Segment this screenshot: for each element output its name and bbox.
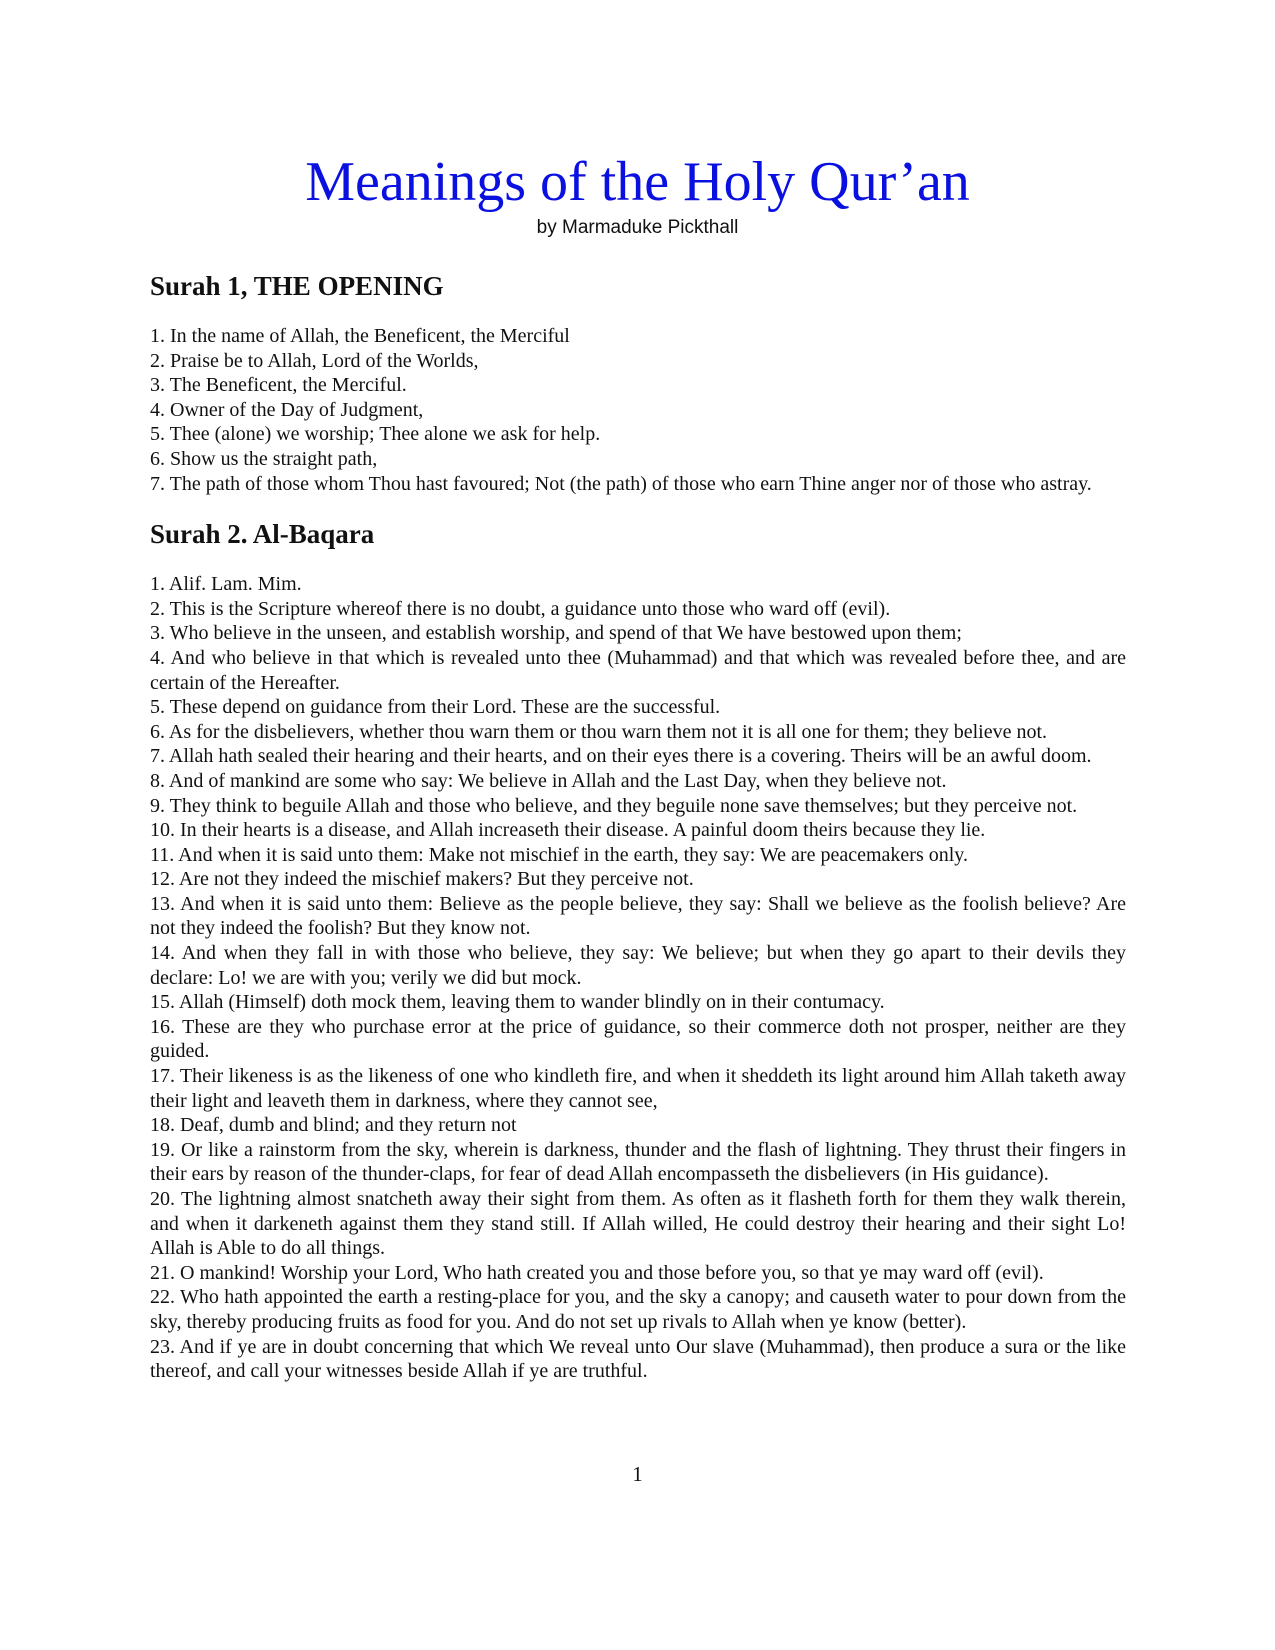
surah-heading: Surah 2. Al-Baqara bbox=[150, 519, 375, 550]
verse: 4. Owner of the Day of Judgment, bbox=[150, 398, 424, 421]
verse: 20. The lightning almost snatcheth away their sight from them. As often as it flasheth forth for them they walk therein, and when it darkeneth against them they stand still. If Allah willed, He could destroy their hearing and their sight Lo! Allah is Able to do all things. bbox=[150, 1188, 1126, 1260]
verse: 5. Thee (alone) we worship; Thee alone we ask for help. bbox=[150, 423, 601, 446]
verse: 8. And of mankind are some who say: We believe in Allah and the Last Day, when they believe not. bbox=[150, 769, 947, 792]
document-body bbox=[150, 270, 1126, 1384]
page-number: 1 bbox=[632, 1462, 643, 1486]
verse: 14. And when they fall in with those who believe, they say: We believe; but when they go apart to their devils they declare: Lo! we are with you; verily we did but mock. bbox=[150, 942, 1126, 989]
verse: 3. The Beneficent, the Merciful. bbox=[150, 374, 407, 397]
verse: 5. These depend on guidance from their Lord. These are the successful. bbox=[150, 696, 721, 719]
verse: 6. Show us the straight path, bbox=[150, 447, 378, 470]
verse: 23. And if ye are in doubt concerning that which We reveal unto Our slave (Muhammad), then produce a sura or the like thereof, and call your witnesses beside Allah if ye are truthful. bbox=[150, 1335, 1126, 1383]
verse: 9. They think to beguile Allah and those who believe, and they beguile none save themselves; but they perceive not. bbox=[150, 794, 1078, 817]
surah-section-1 bbox=[150, 270, 1126, 496]
verse: 17. Their likeness is as the likeness of one who kindleth fire, and when it sheddeth its light around him Allah taketh away their light and leaveth them in darkness, where they cannot see, bbox=[150, 1065, 1126, 1112]
verse: 6. As for the disbelievers, whether thou warn them or thou warn them not it is all one for them; they believe not. bbox=[150, 720, 1048, 743]
verse: 13. And when it is said unto them: Believe as the people believe, they say: Shall we believe as the foolish believe? Are not they indeed the foolish? But they know not. bbox=[150, 892, 1126, 940]
verse: 7. The path of those whom Thou hast favoured; Not (the path) of those who earn Thine anger nor of those who astray. bbox=[150, 472, 1092, 495]
verse: 19. Or like a rainstorm from the sky, wherein is darkness, thunder and the flash of lightning. They thrust their fingers in their ears by reason of the thunder-claps, for fear of dead Allah encompasseth the disbelievers (in His guidance). bbox=[150, 1138, 1126, 1186]
verse: 18. Deaf, dumb and blind; and they return not bbox=[150, 1114, 517, 1137]
verse: 7. Allah hath sealed their hearing and their hearts, and on their eyes there is a covering. Theirs will be an awful doom. bbox=[150, 745, 1092, 768]
verse: 1. In the name of Allah, the Beneficent, the Merciful bbox=[150, 325, 570, 347]
verse: 11. And when it is said unto them: Make not mischief in the earth, they say: We are peacemakers only. bbox=[150, 843, 968, 866]
verse: 22. Who hath appointed the earth a resting-place for you, and the sky a canopy; and causeth water to pour down from the sky, thereby producing fruits as food for you. And do not set up rivals to Allah when ye know (better). bbox=[150, 1286, 1126, 1333]
surah-heading: Surah 1, THE OPENING bbox=[150, 271, 444, 301]
verse: 1. Alif. Lam. Mim. bbox=[150, 573, 302, 596]
verse-list bbox=[150, 572, 1126, 1384]
verse-list bbox=[150, 324, 1126, 496]
verse: 3. Who believe in the unseen, and establish worship, and spend of that We have bestowed upon them; bbox=[150, 622, 962, 645]
verse: 2. Praise be to Allah, Lord of the Worlds, bbox=[150, 349, 479, 372]
verse: 16. These are they who purchase error at the price of guidance, so their commerce doth not prosper, neither are they guided. bbox=[150, 1015, 1126, 1063]
verse: 21. O mankind! Worship your Lord, Who hath created you and those before you, so that ye may ward off (evil). bbox=[150, 1261, 1044, 1284]
document-title: Meanings of the Holy Qur’an bbox=[305, 151, 970, 213]
verse: 15. Allah (Himself) doth mock them, leaving them to wander blindly on in their contumacy. bbox=[150, 991, 885, 1014]
document-author: by Marmaduke Pickthall bbox=[536, 217, 739, 238]
verse: 12. Are not they indeed the mischief makers? But they perceive not. bbox=[150, 868, 694, 891]
verse: 2. This is the Scripture whereof there is no doubt, a guidance unto those who ward off (evil). bbox=[150, 597, 891, 620]
verse: 4. And who believe in that which is revealed unto thee (Muhammad) and that which was revealed before thee, and are certain of the Hereafter. bbox=[150, 646, 1126, 694]
verse: 10. In their hearts is a disease, and Allah increaseth their disease. A painful doom theirs because they lie. bbox=[150, 819, 986, 842]
surah-section-2 bbox=[150, 518, 1126, 1384]
